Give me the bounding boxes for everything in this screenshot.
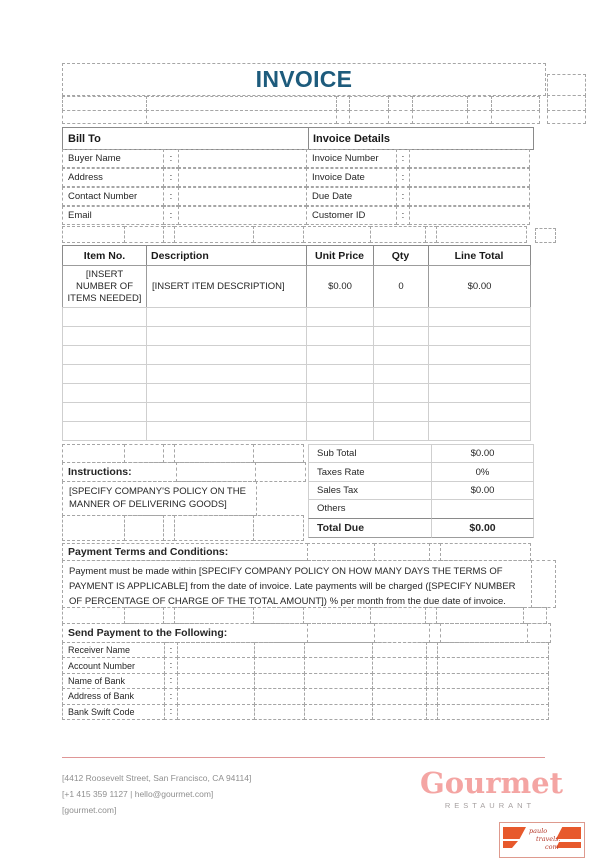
grid-cell [253,515,304,541]
total-row [308,444,535,463]
instructions-header-row [62,462,308,482]
grid-cell [547,74,586,96]
bill-to-header: Bill To [62,127,309,150]
invoice-details-header: Invoice Details [308,127,534,150]
address-of-bank-value[interactable] [177,688,255,704]
item-line-total-cell[interactable] [428,421,531,441]
item-line-total-cell[interactable] [428,383,531,403]
grid-cell [253,444,304,463]
item-description-cell[interactable] [146,364,307,384]
grid-cell [374,543,430,561]
grid-cell [304,673,373,689]
item-no-cell[interactable] [62,402,147,422]
item-line-total-cell[interactable] [428,326,531,346]
grid-cell [437,688,549,704]
bank-row [62,657,556,673]
item-unit-price-cell[interactable]: $0.00 [306,265,374,308]
col-header-qty: Qty [373,245,429,266]
item-unit-price-cell[interactable] [306,326,374,346]
grid-cell [62,226,125,243]
grid-cell [304,688,373,704]
grid-cell [527,623,551,643]
item-qty-cell[interactable] [373,383,429,403]
grid-cell [174,515,254,541]
taxes-rate-value: 0% [431,462,534,481]
grid-cell [547,110,586,124]
item-line-total-cell[interactable] [428,345,531,365]
grid-cell [176,462,256,482]
grid-cell [491,110,540,124]
grid-cell [174,607,254,624]
grid-cell [349,96,389,111]
grid-cell [372,657,427,673]
item-line-total-cell[interactable]: $0.00 [428,265,531,308]
separator: : [163,168,179,187]
grid-cell [370,226,426,243]
grid-cell [388,110,413,124]
item-description-cell[interactable] [146,326,307,346]
totals-block [308,444,535,537]
grid-cell [304,657,373,673]
total-row [308,499,535,518]
grid-cell [523,607,547,624]
instructions-body: [SPECIFY COMPANY'S POLICY ON THE MANNER OF DELIVERING GOODS] [62,481,257,516]
payment-terms-body: Payment must be made within [SPECIFY COMPANY POLICY ON HOW MANY DAYS THE TERMS OF PAYMENT IS APPLICABLE] from the date of invoice. Late payments will be charged ([SPECIFY NUMBER OF PERCENTAGE OF CHARGE OF THE TOTAL AMOUNT]) % per month from the due date of invoice. [62,560,532,608]
col-header-item-no: Item No. [62,245,147,266]
watermark-line: com [545,843,559,851]
grid-cell [374,623,430,643]
grid-cell [467,96,492,111]
grid-cell [124,607,164,624]
grid-cell [307,543,375,561]
billing-row [62,149,535,168]
item-unit-price-cell[interactable] [306,383,374,403]
grid-cell [436,607,524,624]
item-description-cell[interactable] [146,345,307,365]
item-description-cell[interactable] [146,383,307,403]
grid-cell [303,226,371,243]
sales-tax-value: $0.00 [431,481,534,500]
grid-cell [437,704,549,720]
email-value[interactable] [178,206,307,225]
bank-row [62,673,556,689]
separator: : [164,704,178,720]
field-label: Due Date [306,187,397,206]
grid-cell [304,704,373,720]
grid-cell [254,688,305,704]
item-qty-cell[interactable] [373,364,429,384]
field-label: Email [62,206,164,225]
grid-cell [124,444,164,463]
grid-cell [547,95,586,111]
watermark-line: travels. [536,835,561,843]
grid-cell [437,642,549,658]
col-header-description: Description [146,245,307,266]
total-due-row [308,518,535,538]
field-label: Bank Swift Code [62,704,165,720]
item-row [62,265,535,308]
billing-row [62,187,535,206]
bank-details [62,642,556,719]
grid-cell [255,462,306,482]
item-qty-cell[interactable] [373,307,429,327]
grid-row [62,110,547,124]
grid-cell [467,110,492,124]
grid-cell [254,704,305,720]
separator: : [163,187,179,206]
grid-cell [336,96,350,111]
field-label: Customer ID [306,206,397,225]
billing-header-row [62,127,535,150]
grid-cell [535,228,556,243]
item-description-cell[interactable] [146,421,307,441]
grid-cell [349,110,389,124]
total-due-value: $0.00 [431,518,534,538]
grid-cell [253,226,304,243]
item-description-cell[interactable] [146,307,307,327]
grid-cell [253,607,304,624]
grid-cell [174,226,254,243]
grid-cell [436,226,527,243]
grid-cell [388,96,413,111]
item-no-cell[interactable] [62,307,147,327]
item-row [62,364,535,384]
grid-cell [307,623,375,643]
separator: : [396,168,410,187]
field-label: Invoice Number [306,149,397,168]
grid-cell [62,444,125,463]
col-header-line-total: Line Total [428,245,531,266]
total-due-label: Total Due [308,518,432,538]
item-qty-cell[interactable] [373,345,429,365]
items-header-row [62,245,535,266]
item-line-total-cell[interactable] [428,364,531,384]
bank-row [62,688,556,704]
contact-number-value[interactable] [178,187,307,206]
grid-cell [62,607,125,624]
grid-cell [412,96,468,111]
footer-divider [62,757,545,758]
buyer-name-value[interactable] [178,149,307,168]
total-row [308,462,535,481]
grid-cell [336,110,350,124]
item-qty-cell[interactable]: 0 [373,265,429,308]
due-date-value[interactable] [409,187,530,206]
field-label: Account Number [62,657,165,673]
item-no-cell[interactable] [62,345,147,365]
footer-website: [gourmet.com] [62,805,117,815]
grid-cell [372,673,427,689]
item-row [62,326,535,346]
grid-cell [254,642,305,658]
item-unit-price-cell[interactable] [306,345,374,365]
separator: : [163,149,179,168]
separator: : [396,187,410,206]
item-line-total-cell[interactable] [428,402,531,422]
item-no-cell[interactable] [62,364,147,384]
item-row [62,421,535,441]
grid-cell [303,607,371,624]
title-row [62,63,546,96]
total-label: Sub Total [308,444,432,463]
invoice-number-value[interactable] [409,149,530,168]
watermark-shape-icon [503,827,526,839]
col-header-unit-price: Unit Price [306,245,374,266]
grid-cell [412,110,468,124]
grid-cell [372,642,427,658]
instructions-header: Instructions: [62,462,177,482]
grid-cell [370,607,426,624]
grid-cell [372,688,427,704]
brand-wordmark: Gourmet [420,766,564,800]
total-label: Others [308,499,432,518]
item-row [62,402,535,422]
grid-cell [174,444,254,463]
field-label: Receiver Name [62,642,165,658]
field-label: Buyer Name [62,149,164,168]
billing-row [62,206,535,225]
grid-cell [531,560,556,608]
billing-row [62,168,535,187]
grid-cell [437,657,549,673]
grid-row [62,226,535,243]
grid-cell [440,623,528,643]
watermark-line: paulo [529,827,548,835]
separator: : [396,149,410,168]
field-label: Name of Bank [62,673,165,689]
payment-terms-header: Payment Terms and Conditions: [62,543,308,561]
grid-cell [146,96,337,111]
item-row [62,383,535,403]
grid-cell [62,96,147,111]
watermark-text [527,827,561,851]
bank-swift-code-value[interactable] [177,704,255,720]
grid-cell [62,515,125,541]
grid-cell [437,673,549,689]
item-no-cell[interactable] [62,421,147,441]
item-qty-cell[interactable] [373,402,429,422]
separator: : [163,206,179,225]
item-line-total-cell[interactable] [428,307,531,327]
separator: : [164,688,178,704]
total-label: Taxes Rate [308,462,432,481]
item-unit-price-cell[interactable] [306,364,374,384]
customer-id-value[interactable] [409,206,530,225]
field-label: Address of Bank [62,688,165,704]
grid-cell [372,704,427,720]
grid-row [62,607,556,624]
grid-cell [124,226,164,243]
footer-address: [4412 Roosevelt Street, San Francisco, CA 94114] [62,773,252,783]
field-label: Contact Number [62,187,164,206]
grid-row [62,515,308,541]
send-payment-header: Send Payment to the Following: [62,623,308,643]
gourmet-logo [420,766,564,810]
payment-terms-header-row [62,543,535,561]
item-description-cell[interactable] [146,402,307,422]
grid-cell [62,110,147,124]
item-unit-price-cell[interactable] [306,402,374,422]
separator: : [164,657,178,673]
bank-row [62,642,556,658]
send-payment-header-row [62,623,556,643]
page-title: INVOICE [62,63,546,96]
item-qty-cell[interactable] [373,326,429,346]
name-of-bank-value[interactable] [177,673,255,689]
grid-cell [124,515,164,541]
separator: : [396,206,410,225]
separator: : [164,673,178,689]
separator: : [164,642,178,658]
item-no-cell[interactable] [62,326,147,346]
total-row [308,481,535,500]
grid-cell [254,657,305,673]
grid-cell [440,543,531,561]
total-label: Sales Tax [308,481,432,500]
footer-contact-block [62,770,251,818]
others-value[interactable] [431,499,534,518]
empty-item-rows [62,307,535,440]
paulo-travels-watermark [499,822,585,858]
item-row [62,345,535,365]
brand-subtitle: RESTAURANT [444,801,536,810]
item-description-cell[interactable]: [INSERT ITEM DESCRIPTION] [146,265,307,308]
invoice-date-value[interactable] [409,168,530,187]
field-label: Address [62,168,164,187]
item-unit-price-cell[interactable] [306,307,374,327]
field-label: Invoice Date [306,168,397,187]
subtotal-value: $0.00 [431,444,534,463]
grid-cell [304,642,373,658]
grid-cell [491,96,540,111]
watermark-shape-icon [503,841,518,848]
grid-row [62,444,308,463]
item-unit-price-cell[interactable] [306,421,374,441]
item-qty-cell[interactable] [373,421,429,441]
item-row [62,307,535,327]
bank-row [62,704,556,720]
grid-row [62,96,547,111]
account-number-value[interactable] [177,657,255,673]
grid-cell [146,110,337,124]
footer-contact: [+1 415 359 1127 | hello@gourmet.com] [62,789,214,799]
receiver-name-value[interactable] [177,642,255,658]
address-value[interactable] [178,168,307,187]
grid-cell [254,673,305,689]
item-no-cell[interactable]: [INSERT NUMBER OF ITEMS NEEDED] [62,265,147,308]
item-no-cell[interactable] [62,383,147,403]
